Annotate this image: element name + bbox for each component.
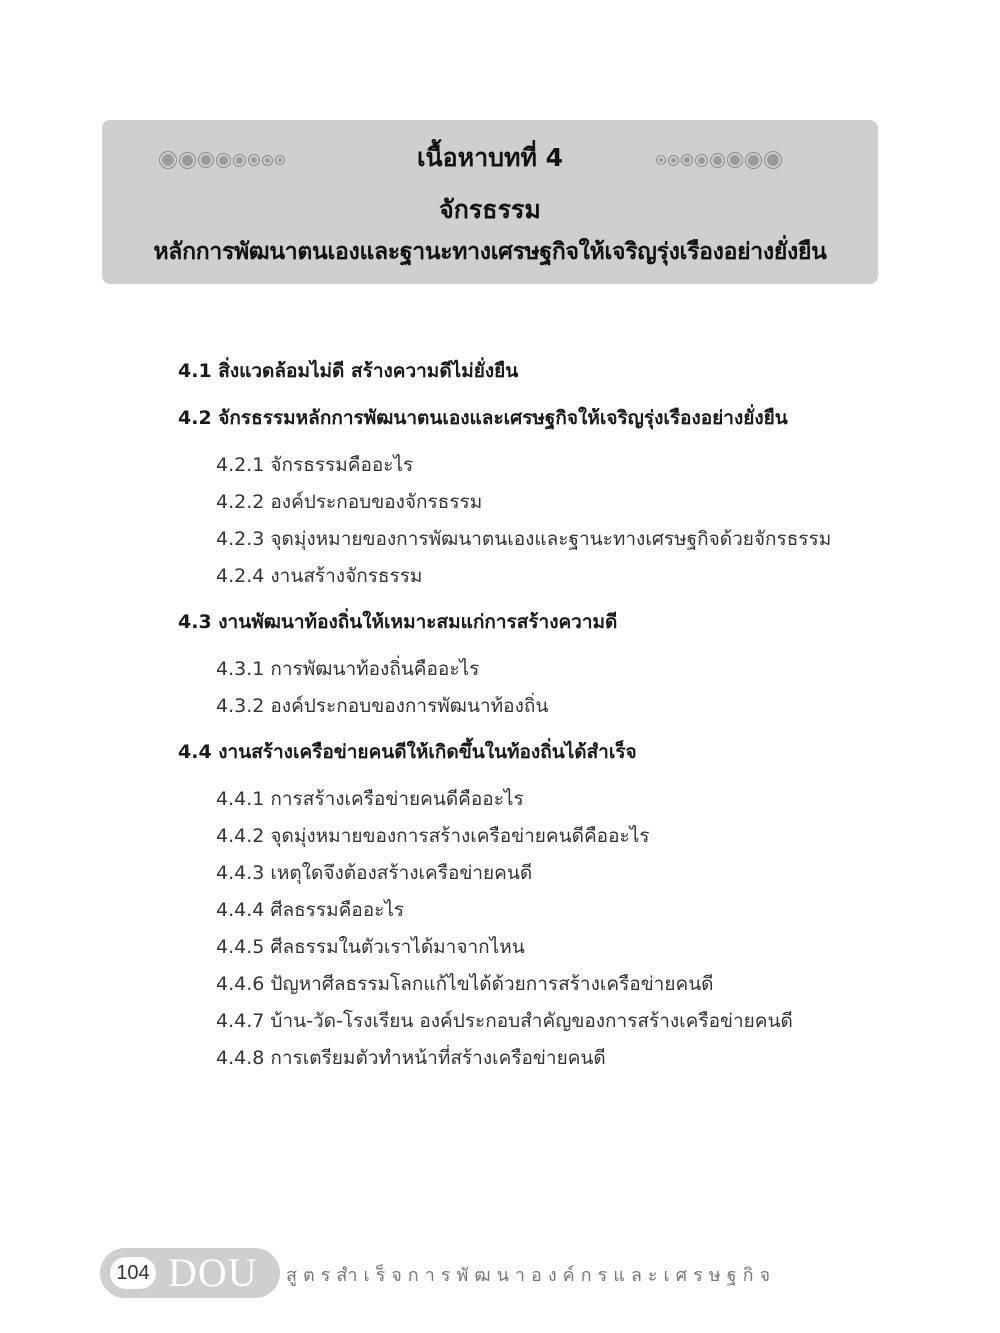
- toc-item-4-4-4: 4.4.4 ศีลธรรมคืออะไร: [216, 899, 405, 921]
- toc-section-4-4: 4.4 งานสร้างเครือข่ายคนดีให้เกิดขึ้นในท้องถิ่นได้สำเร็จ: [178, 741, 637, 763]
- toc-item-4-2-1: 4.2.1 จักรธรรมคืออะไร: [216, 454, 414, 476]
- book-title: สูตรสำเร็จการพัฒนาองค์กรและเศรษฐกิจ: [286, 1265, 777, 1286]
- chapter-title: เนื้อหาบทที่ 4: [416, 143, 564, 172]
- page-number: 104: [110, 1257, 156, 1289]
- toc-item-4-3-2: 4.3.2 องค์ประกอบของการพัฒนาท้องถิ่น: [216, 695, 549, 717]
- toc-item-4-4-3: 4.4.3 เหตุใดจึงต้องสร้างเครือข่ายคนดี: [216, 862, 533, 884]
- toc-item-4-4-5: 4.4.5 ศีลธรรมในตัวเราได้มาจากไหน: [216, 936, 525, 958]
- toc-item-4-3-1: 4.3.1 การพัฒนาท้องถิ่นคืออะไร: [216, 658, 480, 680]
- page-footer: [100, 1248, 820, 1298]
- dou-logo: DOU: [168, 1250, 258, 1295]
- chapter-header: [102, 120, 878, 284]
- toc-section-4-2: 4.2 จักรธรรมหลักการพัฒนาตนเองและเศรษฐกิจให้เจริญรุ่งเรืองอย่างยั่งยืน: [178, 407, 788, 429]
- footer-badge: [100, 1248, 280, 1298]
- toc-item-4-4-7: 4.4.7 บ้าน-วัด-โรงเรียน องค์ประกอบสำคัญของการสร้างเครือข่ายคนดี: [216, 1010, 793, 1032]
- toc-item-4-4-6: 4.4.6 ปัญหาศีลธรรมโลกแก้ไขได้ด้วยการสร้างเครือข่ายคนดี: [216, 973, 714, 995]
- toc-item-4-2-4: 4.2.4 งานสร้างจักรธรรม: [216, 565, 423, 587]
- toc-item-4-2-2: 4.2.2 องค์ประกอบของจักรธรรม: [216, 491, 483, 513]
- toc-item-4-2-3: 4.2.3 จุดมุ่งหมายของการพัฒนาตนเองและฐานะทางเศรษฐกิจด้วยจักรธรรม: [216, 528, 832, 550]
- chapter-name: จักรธรรม: [439, 195, 541, 224]
- toc-item-4-4-2: 4.4.2 จุดมุ่งหมายของการสร้างเครือข่ายคนดีคืออะไร: [216, 825, 650, 847]
- toc-section-4-1: 4.1 สิ่งแวดล้อมไม่ดี สร้างความดีไม่ยั่งยืน: [178, 360, 519, 382]
- toc-section-4-3: 4.3 งานพัฒนาท้องถิ่นให้เหมาะสมแก่การสร้างความดี: [178, 611, 618, 633]
- toc-item-4-4-8: 4.4.8 การเตรียมตัวทำหน้าที่สร้างเครือข่ายคนดี: [216, 1047, 606, 1069]
- toc-item-4-4-1: 4.4.1 การสร้างเครือข่ายคนดีคืออะไร: [216, 788, 524, 810]
- chapter-subtitle: หลักการพัฒนาตนเองและฐานะทางเศรษฐกิจให้เจริญรุ่งเรืองอย่างยั่งยืน: [153, 239, 827, 265]
